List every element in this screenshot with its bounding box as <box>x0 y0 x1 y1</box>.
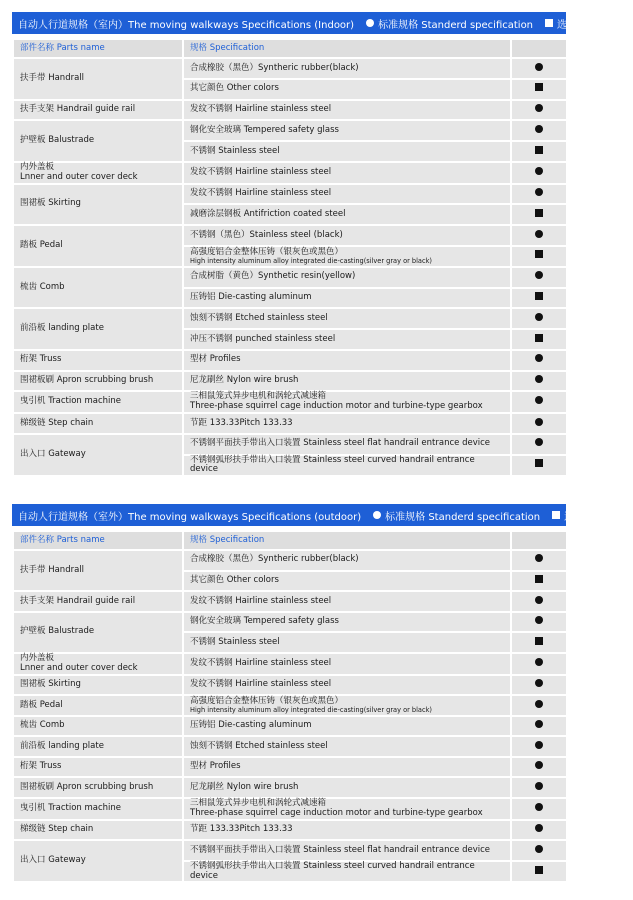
part-name: 踏板 Pedal <box>20 240 63 251</box>
spec-text: 型材 Profiles <box>190 761 241 772</box>
indoor-spec-table <box>12 38 568 477</box>
table-row <box>13 371 567 392</box>
mark-cell <box>511 371 567 392</box>
mark-cell <box>511 225 567 246</box>
spec-text: 节距 133.33Pitch 133.33 <box>190 417 293 428</box>
spec-text: 冲压不锈钢 punched stainless steel <box>190 333 336 344</box>
spec-text: 不锈钢弧形扶手带出入口装置 Stainless steel curved handrail entrance device <box>190 860 475 881</box>
spec-cell <box>183 695 511 716</box>
part-name: 出入口 Gateway <box>20 449 86 460</box>
mark-cell <box>511 413 567 434</box>
part-name: 扶手支架 Handrail guide rail <box>20 104 136 115</box>
spec-cell <box>183 550 511 571</box>
mark-cell <box>511 120 567 141</box>
spec-text: 发纹不锈钢 Hairline stainless steel <box>190 595 332 606</box>
spec-cell <box>183 612 511 633</box>
table-row <box>13 612 567 633</box>
standard-circle-icon <box>535 720 543 728</box>
table-row <box>13 58 567 79</box>
part-name-cell <box>13 413 183 434</box>
part-name-cell <box>13 434 183 476</box>
part-name-cell <box>13 184 183 226</box>
spec-cell <box>183 141 511 162</box>
spec-text-english: Three-phase squirrel cage induction motor and turbine-type gearbox <box>190 807 483 818</box>
spec-text: 钢化安全玻璃 Tempered safety glass <box>190 124 339 135</box>
standard-circle-icon <box>535 63 543 71</box>
selective-square-icon <box>535 83 543 91</box>
table-row <box>13 591 567 612</box>
standard-circle-icon <box>535 230 543 238</box>
standard-circle-icon <box>535 418 543 426</box>
standard-circle-icon <box>535 313 543 321</box>
spec-text: 合成橡胶（黑色）Syntheric rubber(black) <box>190 554 359 565</box>
spec-cell <box>183 58 511 79</box>
indoor-legend-selective-label: 选用 Selective <box>557 19 626 31</box>
standard-circle-icon <box>535 845 543 853</box>
part-name: 梯级链 Step chain <box>20 417 94 428</box>
indoor-legend-standard-label: 标准规格 Standerd specification <box>378 19 534 31</box>
standard-circle-icon <box>535 761 543 769</box>
mark-cell <box>511 184 567 205</box>
spec-text: 发纹不锈钢 Hairline stainless steel <box>190 188 332 199</box>
spec-text: 高强度铝合金整体压铸（银灰色或黑色） <box>190 695 344 706</box>
spec-text: 不锈钢弧形扶手带出入口装置 Stainless steel curved handrail entrance device <box>190 454 475 475</box>
spec-cell <box>183 632 511 653</box>
mark-cell <box>511 591 567 612</box>
header-part: 部件名称 Parts name <box>13 39 183 58</box>
mark-cell <box>511 757 567 778</box>
part-name: 护壁板 Balustrade <box>20 135 95 146</box>
spec-text: 型材 Profiles <box>190 354 241 365</box>
table-row <box>13 120 567 141</box>
table-header-row <box>13 531 567 550</box>
spec-text: 不锈钢 Stainless steel <box>190 145 280 156</box>
spec-cell <box>183 329 511 350</box>
standard-circle-icon <box>535 354 543 362</box>
spec-text: 三相鼠笼式异步电机和涡轮式减速箱 <box>190 798 327 809</box>
spec-text: 合成橡胶（黑色）Syntheric rubber(black) <box>190 62 359 73</box>
spec-cell <box>183 288 511 309</box>
part-name-cell <box>13 591 183 612</box>
standard-circle-icon <box>373 511 381 519</box>
part-name-cell <box>13 120 183 162</box>
spec-cell <box>183 716 511 737</box>
table-row <box>13 413 567 434</box>
table-row <box>13 184 567 205</box>
spec-text: 蚀刻不锈钢 Etched stainless steel <box>190 312 328 323</box>
part-name-cell <box>13 736 183 757</box>
part-name: 内外盖板 <box>20 652 55 663</box>
outdoor-spec-table <box>12 530 568 883</box>
spec-text: 发纹不锈钢 Hairline stainless steel <box>190 678 332 689</box>
part-name: 前沿板 landing plate <box>20 740 104 751</box>
part-name-cell <box>13 100 183 121</box>
part-name-cell <box>13 777 183 798</box>
indoor-title: 自动人行道规格（室内）The moving walkways Specifications (Indoor) <box>18 19 355 31</box>
standard-circle-icon <box>535 167 543 175</box>
standard-circle-icon <box>535 596 543 604</box>
part-name: 梳齿 Comb <box>20 281 65 292</box>
spec-text: 节距 133.33Pitch 133.33 <box>190 824 293 834</box>
mark-cell <box>511 861 567 883</box>
spec-cell <box>183 434 511 455</box>
part-name: 梯级链 Step chain <box>20 824 94 834</box>
table-row <box>13 695 567 716</box>
table-row <box>13 100 567 121</box>
indoor-spec-section <box>12 12 626 477</box>
mark-cell <box>511 571 567 592</box>
outdoor-legend-selective-label: 选用 Selective <box>564 511 633 523</box>
selective-square-icon <box>535 146 543 154</box>
spec-text: 合成树脂（黄色）Synthetic resin(yellow) <box>190 271 356 282</box>
spec-text: 压铸铝 Die-casting aluminum <box>190 720 312 731</box>
standard-circle-icon <box>535 616 543 624</box>
mark-cell <box>511 612 567 633</box>
mark-cell <box>511 434 567 455</box>
part-name: 踏板 Pedal <box>20 699 63 710</box>
table-row <box>13 736 567 757</box>
spec-text: 不锈钢（黑色）Stainless steel (black) <box>190 229 343 240</box>
part-name-cell <box>13 267 183 309</box>
standard-circle-icon <box>535 554 543 562</box>
mark-cell <box>511 308 567 329</box>
mark-cell <box>511 288 567 309</box>
spec-cell <box>183 653 511 675</box>
standard-circle-icon <box>535 679 543 687</box>
part-name: 曳引机 Traction machine <box>20 802 122 813</box>
mark-cell <box>511 632 567 653</box>
mark-cell <box>511 79 567 100</box>
selective-square-icon <box>535 637 543 645</box>
table-row <box>13 225 567 246</box>
selective-square-icon <box>535 866 543 874</box>
part-name: 围裙板 Skirting <box>20 678 81 689</box>
spec-cell <box>183 820 511 841</box>
spec-cell <box>183 350 511 371</box>
mark-cell <box>511 204 567 225</box>
selective-square-icon <box>535 459 543 467</box>
part-name-cell <box>13 840 183 882</box>
part-name-cell <box>13 225 183 267</box>
standard-circle-icon <box>535 782 543 790</box>
spec-cell <box>183 391 511 413</box>
part-name-cell <box>13 391 183 413</box>
table-header-row <box>13 39 567 58</box>
mark-cell <box>511 267 567 288</box>
part-name: 前沿板 landing plate <box>20 323 104 334</box>
part-name: 出入口 Gateway <box>20 855 86 866</box>
spec-cell <box>183 184 511 205</box>
outdoor-legend-standard-label: 标准规格 Standerd specification <box>385 511 541 523</box>
spec-text: 发纹不锈钢 Hairline stainless steel <box>190 104 332 115</box>
mark-cell <box>511 391 567 413</box>
standard-circle-icon <box>535 188 543 196</box>
table-row <box>13 675 567 696</box>
selective-square-icon <box>535 209 543 217</box>
header-mark <box>511 531 567 550</box>
standard-circle-icon <box>535 658 543 666</box>
table-row <box>13 716 567 737</box>
spec-cell <box>183 246 511 267</box>
part-name-cell <box>13 695 183 716</box>
mark-cell <box>511 820 567 841</box>
outdoor-title: 自动人行道规格（室外）The moving walkways Specifications (outdoor) <box>18 511 362 523</box>
indoor-legend-selective <box>545 16 626 31</box>
standard-circle-icon <box>366 19 374 27</box>
spec-cell <box>183 591 511 612</box>
spec-cell <box>183 267 511 288</box>
spec-text: 蚀刻不锈钢 Etched stainless steel <box>190 740 328 751</box>
part-name-cell <box>13 716 183 737</box>
part-name-cell <box>13 798 183 820</box>
part-name-cell <box>13 162 183 184</box>
spec-cell <box>183 120 511 141</box>
header-spec: 规格 Specification <box>183 39 511 58</box>
spec-text: 不锈钢 Stainless steel <box>190 636 280 647</box>
outdoor-legend-standard <box>373 508 540 523</box>
outdoor-legend-selective <box>552 508 633 523</box>
mark-cell <box>511 550 567 571</box>
spec-cell <box>183 571 511 592</box>
spec-cell <box>183 413 511 434</box>
spec-text: 压铸铝 Die-casting aluminum <box>190 292 312 303</box>
spec-cell <box>183 777 511 798</box>
table-row <box>13 308 567 329</box>
spec-cell <box>183 371 511 392</box>
spec-text: 发纹不锈钢 Hairline stainless steel <box>190 657 332 668</box>
part-name: 围裙板 Skirting <box>20 198 81 209</box>
spec-text: 减磨涂层钢板 Antifriction coated steel <box>190 208 346 219</box>
part-name-cell <box>13 820 183 841</box>
part-name-english: Lnner and outer cover deck <box>20 171 138 182</box>
spec-text: 高强度铝合金整体压铸（银灰色或黑色） <box>190 246 344 257</box>
part-name-english: Lnner and outer cover deck <box>20 662 138 673</box>
header-spec: 规格 Specification <box>183 531 511 550</box>
selective-square-icon <box>535 575 543 583</box>
spec-cell <box>183 225 511 246</box>
table-row <box>13 434 567 455</box>
mark-cell <box>511 141 567 162</box>
part-name-cell <box>13 653 183 675</box>
mark-cell <box>511 675 567 696</box>
standard-circle-icon <box>535 438 543 446</box>
mark-cell <box>511 350 567 371</box>
mark-cell <box>511 695 567 716</box>
standard-circle-icon <box>535 700 543 708</box>
spec-text: 尼龙刷丝 Nylon wire brush <box>190 375 299 386</box>
spec-cell <box>183 455 511 477</box>
table-row <box>13 350 567 371</box>
spec-cell <box>183 79 511 100</box>
spec-cell <box>183 162 511 184</box>
table-row <box>13 820 567 841</box>
mark-cell <box>511 777 567 798</box>
standard-circle-icon <box>535 396 543 404</box>
mark-cell <box>511 736 567 757</box>
part-name: 扶手带 Handrall <box>20 564 85 575</box>
spec-text-english: High intensity aluminum alloy integrated die-casting(silver gray or black) <box>190 256 432 265</box>
standard-circle-icon <box>535 125 543 133</box>
spec-cell <box>183 736 511 757</box>
selective-square-icon <box>535 334 543 342</box>
spec-text: 不锈钢平面扶手带出入口装置 Stainless steel flat handrail entrance device <box>190 844 490 855</box>
part-name-cell <box>13 757 183 778</box>
header-part: 部件名称 Parts name <box>13 531 183 550</box>
outdoor-spec-section <box>12 504 633 883</box>
part-name: 围裙板刷 Apron scrubbing brush <box>20 781 154 792</box>
mark-cell <box>511 162 567 184</box>
indoor-legend-standard <box>366 16 533 31</box>
spec-cell <box>183 840 511 861</box>
part-name-cell <box>13 58 183 100</box>
standard-circle-icon <box>535 741 543 749</box>
spec-cell <box>183 675 511 696</box>
table-row <box>13 550 567 571</box>
standard-circle-icon <box>535 824 543 832</box>
spec-cell <box>183 798 511 820</box>
table-row <box>13 653 567 675</box>
spec-cell <box>183 757 511 778</box>
selective-square-icon <box>535 292 543 300</box>
part-name-cell <box>13 675 183 696</box>
spec-text: 三相鼠笼式异步电机和涡轮式减速箱 <box>190 391 327 402</box>
part-name: 扶手带 Handrall <box>20 72 85 83</box>
standard-circle-icon <box>535 271 543 279</box>
mark-cell <box>511 329 567 350</box>
mark-cell <box>511 798 567 820</box>
part-name: 护壁板 Balustrade <box>20 626 95 637</box>
mark-cell <box>511 455 567 477</box>
spec-text-english: High intensity aluminum alloy integrated die-casting(silver gray or black) <box>190 705 432 714</box>
mark-cell <box>511 246 567 267</box>
part-name-cell <box>13 350 183 371</box>
spec-text: 尼龙刷丝 Nylon wire brush <box>190 781 299 792</box>
indoor-title-bar <box>12 12 626 34</box>
selective-square-icon <box>535 250 543 258</box>
part-name: 曳引机 Traction machine <box>20 396 122 407</box>
standard-circle-icon <box>535 803 543 811</box>
table-row <box>13 840 567 861</box>
mark-cell <box>511 58 567 79</box>
part-name: 扶手支架 Handrail guide rail <box>20 595 136 606</box>
part-name: 内外盖板 <box>20 161 55 172</box>
mark-cell <box>511 653 567 675</box>
table-row <box>13 267 567 288</box>
table-row <box>13 391 567 413</box>
part-name: 桁架 Truss <box>20 354 62 365</box>
mark-cell <box>511 100 567 121</box>
standard-circle-icon <box>535 375 543 383</box>
mark-cell <box>511 840 567 861</box>
spec-cell <box>183 100 511 121</box>
selective-square-icon <box>552 511 560 519</box>
outdoor-title-bar <box>12 504 633 526</box>
spec-text: 其它颜色 Other colors <box>190 83 279 94</box>
part-name-cell <box>13 550 183 591</box>
table-row <box>13 777 567 798</box>
selective-square-icon <box>545 19 553 27</box>
spec-text: 发纹不锈钢 Hairline stainless steel <box>190 166 332 177</box>
part-name: 围裙板刷 Apron scrubbing brush <box>20 375 154 386</box>
table-row <box>13 757 567 778</box>
part-name-cell <box>13 371 183 392</box>
spec-text-english: Three-phase squirrel cage induction motor and turbine-type gearbox <box>190 401 483 412</box>
part-name: 桁架 Truss <box>20 761 62 772</box>
spec-text: 不锈钢平面扶手带出入口装置 Stainless steel flat handrail entrance device <box>190 438 490 449</box>
spec-text: 其它颜色 Other colors <box>190 575 279 585</box>
spec-cell <box>183 204 511 225</box>
spec-cell <box>183 308 511 329</box>
header-mark <box>511 39 567 58</box>
standard-circle-icon <box>535 104 543 112</box>
table-row <box>13 798 567 820</box>
part-name-cell <box>13 612 183 653</box>
mark-cell <box>511 716 567 737</box>
part-name: 梳齿 Comb <box>20 720 65 731</box>
part-name-cell <box>13 308 183 350</box>
spec-cell <box>183 861 511 883</box>
spec-text: 钢化安全玻璃 Tempered safety glass <box>190 616 339 627</box>
table-row <box>13 162 567 184</box>
